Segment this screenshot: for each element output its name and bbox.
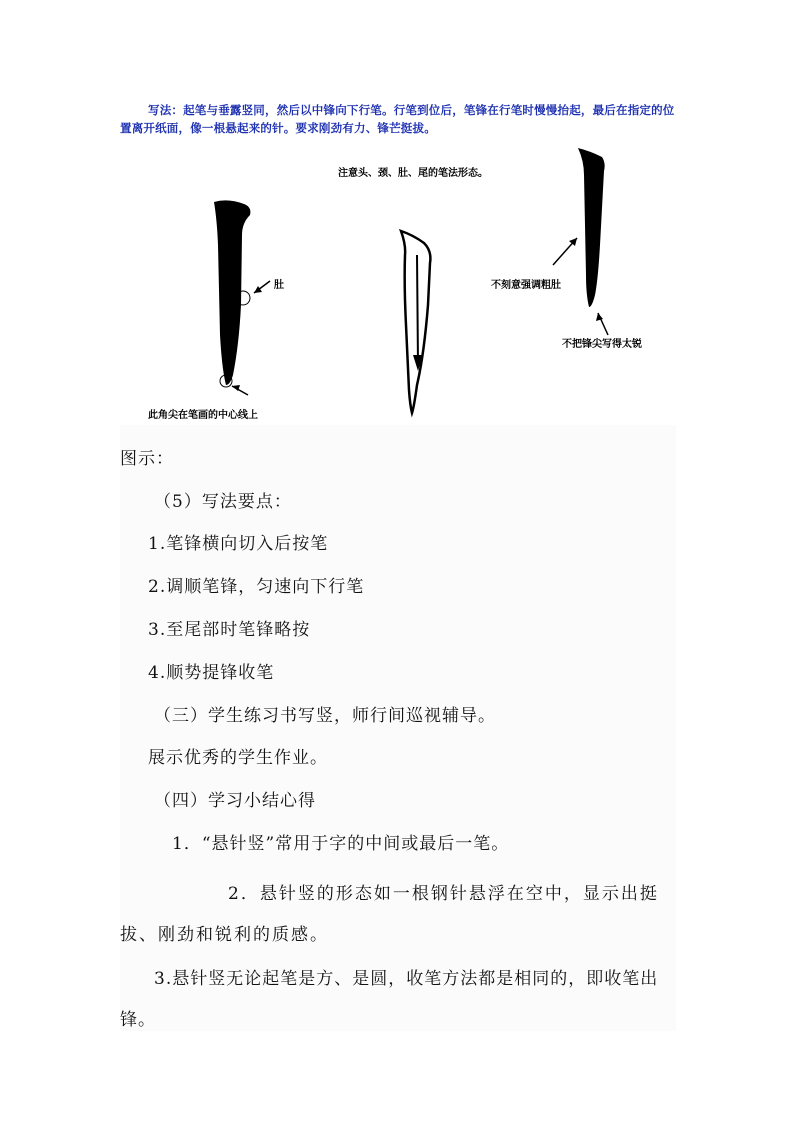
label-no-sharp-tip: 不把锋尖写得太锐 xyxy=(562,339,642,350)
show-student-work: 展示优秀的学生作业。 xyxy=(148,748,328,768)
section-4-heading: （四）学习小结心得 xyxy=(154,791,316,811)
point-2: 2.调顺笔锋，匀速向下行笔 xyxy=(148,577,365,597)
section-3-heading: （三）学生练习书写竖，师行间巡视辅导。 xyxy=(154,706,496,726)
summary-3: 3.悬针竖无论起笔是方、是圆，收笔方法都是相同的，即收笔出锋。 xyxy=(120,969,659,1030)
middle-direction-arrow xyxy=(417,255,418,365)
middle-stroke-outline xyxy=(401,231,430,413)
stroke-illustration xyxy=(120,95,676,425)
label-no-thick-belly: 不刻意强调粗肚 xyxy=(491,280,561,291)
calligraphy-figure xyxy=(120,95,676,425)
right-stroke-shape xyxy=(578,148,605,307)
summary-2: 2．悬针竖的形态如一根钢针悬浮在空中，显示出挺拔、刚劲和锐利的质感。 xyxy=(120,884,659,945)
figure-caption: 写法：起笔与垂露竖同，然后以中锋向下行笔。行笔到位后，笔锋在行笔时慢慢抬起，最后在指定的位置离开纸面，像一根悬起来的针。要求刚劲有力、锋芒挺拔。 xyxy=(120,103,675,135)
left-stroke-shape xyxy=(214,200,250,385)
summary-1: 1．“悬针竖”常用于字的中间或最后一笔。 xyxy=(172,834,510,854)
label-belly: 肚 xyxy=(274,280,284,291)
point-4: 4.顺势提锋收笔 xyxy=(148,663,275,683)
point-3: 3.至尾部时笔锋略按 xyxy=(148,620,311,640)
section-5-title: （5）写法要点： xyxy=(154,492,292,512)
illustration-label: 图示： xyxy=(120,449,174,469)
point-1: 1.笔锋横向切入后按笔 xyxy=(148,534,329,554)
label-tip-center: 此角尖在笔画的中心线上 xyxy=(148,410,258,421)
top-note: 注意头、颈、肚、尾的笔法形态。 xyxy=(338,168,488,179)
